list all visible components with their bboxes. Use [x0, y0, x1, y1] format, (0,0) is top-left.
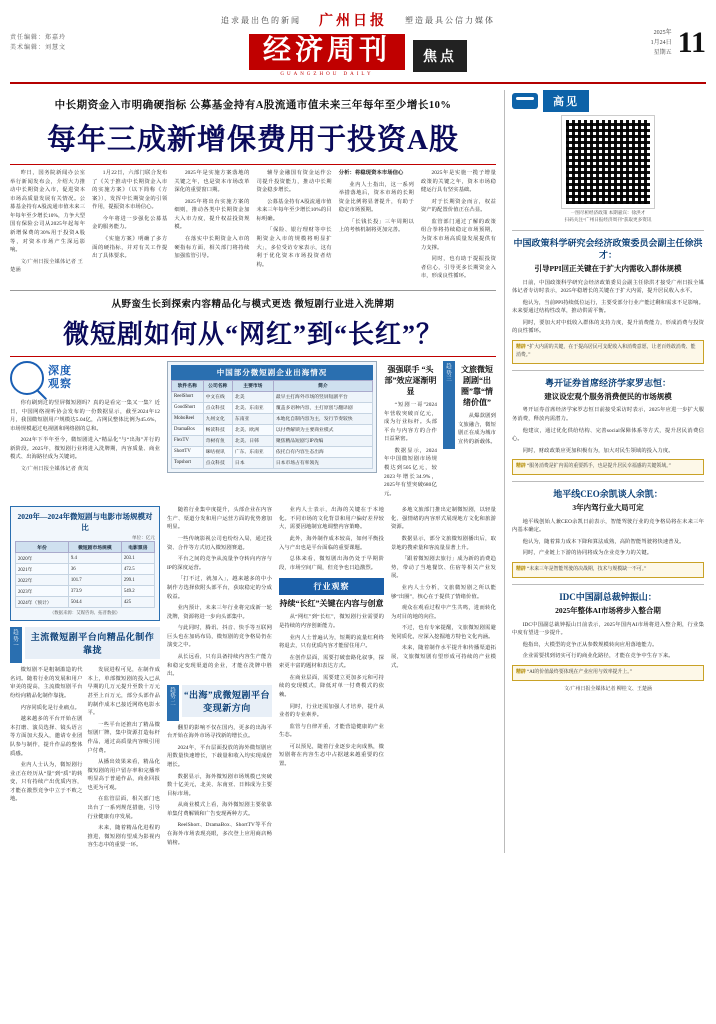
cell: 101.7 — [68, 575, 121, 586]
magnifier-icon — [10, 361, 44, 395]
paragraph: 在监管层面，相关部门也出台了一系列规范措施，引导行业健康有序发展。 — [87, 796, 160, 820]
cell: 奇树有鱼 — [203, 435, 232, 446]
expert-title: 地平线CEO余凯谈人余凯： — [553, 489, 663, 500]
chart-title: 2020年—2024年微短剧与电影市场规模对比 — [17, 512, 153, 533]
table-row — [172, 435, 373, 446]
masthead — [10, 6, 706, 84]
paragraph: 一些传统影视公司也纷纷入局，通过投资、合作等方式切入微短剧赛道。 — [167, 536, 272, 551]
section-microdrama — [10, 290, 496, 853]
quote-tag: 精辟 — [516, 345, 526, 351]
cell: 日本 — [232, 457, 273, 468]
quote-text: “未来三年是智能驾驶的决战期，技术与规模缺一不可。” — [527, 567, 647, 573]
cell: 299.1 — [121, 575, 154, 586]
chart-unit: 单位：亿元 — [132, 535, 155, 541]
sec2-right-articles — [384, 361, 496, 501]
paragraph: 同时，也有助于提振投资者信心，引导更多长期资金入市，形成良性循环。 — [420, 256, 497, 280]
paragraph: 日前，中国政策科学研究会经济政策委员会副主任徐洪才接受广州日报全媒体记者专访时表示，2025年稳增长的关键在于扩大内需，提升居民收入水平。 — [512, 279, 704, 295]
col-header: 简介 — [273, 380, 372, 391]
gaojian-label: 高见 — [543, 90, 589, 112]
quote-tag: 精辟 — [516, 567, 526, 573]
table-row — [172, 402, 373, 413]
expert-subtitle: 引导PPI回正关键在于扩大内需收入群体规模 — [534, 264, 682, 274]
cell: 36 — [68, 564, 121, 575]
cell: 549.2 — [121, 586, 154, 597]
paragraph: 你有刷到过的竖屏微短剧吗？真的是看完一集又一集？近日，中国网络视听协会发布的一份数据显示，截至2024年12月，我国微短剧用户规模达5.04亿，占网民整体比例为45.6%，市场规模超过电视剧和网络剧的总和。 — [10, 399, 160, 432]
cell: DramaBox — [172, 424, 204, 435]
cell: 覆盖多语种内容，主打原创与翻译剧 — [273, 402, 372, 413]
divider — [512, 370, 704, 371]
rail-item-2 — [512, 377, 704, 475]
paragraph: 从“网红”到“长红”，微短剧行业需要的是持续的内容创新能力。 — [279, 614, 384, 629]
chart-row — [16, 575, 155, 586]
paragraph: 2025年是实施方案落地的关键之年，也是资本市场改革深化的重要窗口期。 — [174, 170, 250, 194]
cell: ReelShort — [172, 391, 204, 402]
article-a3-body — [167, 506, 272, 853]
paragraph: 监管与自律并重，才能营造健康的产业生态。 — [279, 723, 384, 739]
date-week: 星期五 — [653, 50, 672, 57]
date-year: 2025年 — [653, 30, 672, 36]
subhead: 分析：将稳现资本市场信心 — [338, 170, 404, 176]
slogan-right: 塑造最具公信力媒体 — [405, 15, 495, 25]
paragraph: 业内预计，未来三年行业将完成新一轮洗牌，资源将进一步向头部集中。 — [167, 605, 272, 620]
paragraph: 同时，产业链上下游的协同将成为企业竞争力的关键。 — [522, 550, 653, 557]
paragraph: IDC中国副总裁钟振山日前表示，2025年国内AI市场将进入整合期，行业集中度有望进一步提升。 — [512, 621, 704, 637]
lead-story — [10, 97, 496, 284]
paragraph: 「长钱长投」三年周期以上的考核机制将更加完善。 — [338, 218, 414, 234]
col-header: 电影票房 — [121, 542, 154, 553]
paragraph: 多地文旅部门推出定制微短剧，以轻量化、强情绪的内容形式展现地方文化和旅游资源。 — [391, 507, 496, 531]
byline: 文/广州日报全媒体记者 黄岚 — [20, 465, 89, 472]
article-a4-head — [443, 361, 496, 501]
cell: 中文在线 — [203, 391, 232, 402]
quote-box — [512, 665, 704, 681]
paragraph: 「打不过，就加入」，越来越多的中小制作方选择依附头部平台，获取稳定的分成收益。 — [167, 576, 272, 600]
table-row — [172, 446, 373, 457]
cell: 日本市场占有率领先 — [273, 457, 372, 468]
chart-and-a1 — [10, 506, 160, 853]
paragraph: 从长远看，只有具备持续内容生产能力和稳定变现渠道的企业，才能在洗牌中胜出。 — [167, 653, 272, 678]
cell: MoboReel — [172, 413, 204, 424]
paragraph: 监管部门通过了解的政策组合拳将持续稳定市场预期，为资本市场高质量发展提供有力支撑。 — [420, 218, 497, 251]
paragraph: 「跟着微短剧去旅行」成为新的消费趋势，带动了当地餐饮、住宿等相关产业发展。 — [391, 556, 496, 580]
masthead-top — [10, 6, 706, 30]
paragraph: 《实施方案》明确了多方面的硬指标，并对有关工作提出了具体要求。 — [92, 236, 168, 260]
cell: 以付费解锁为主要商业模式 — [273, 424, 372, 435]
cell: 本地化自制内容为主，发行节奏较快 — [273, 413, 372, 424]
paragraph: 在落实中长期资金入市的硬指标方面，相关部门将持续加强监管引导。 — [174, 236, 250, 260]
cell: FlexTV — [172, 435, 204, 446]
paragraph: 2024年下半年至今，微短剧进入“精品化”与“出海”并行的新阶段。2025年，微短剧行业将进入洗牌期，内容质量、商业模式、出海路径成为关键词。 — [10, 437, 160, 461]
gaojian-header — [512, 90, 704, 112]
paragraph: 业内人士普遍认为，短期的流量红利终将退去，只有优质内容才能留住用户。 — [279, 634, 384, 650]
page-number: 11 — [677, 26, 706, 59]
table-row — [172, 424, 373, 435]
lead-col-3 — [174, 169, 249, 284]
export-table-block — [167, 361, 377, 501]
chart-header-row — [16, 542, 155, 553]
depth-badge — [10, 361, 160, 395]
sec2-shoulder: 从野蛮生长到探索内容精品化与模式更迭 微短剧行业进入洗牌期 — [111, 299, 395, 310]
expert-subtitle: 3年内驾行业大局可定 — [572, 503, 644, 513]
cell: 2020年 — [16, 553, 69, 564]
paragraph: 业内人士指出，这一系列举措落地后，资本市场的长期资金比例将显著提升，有助于稳定市场预期。 — [338, 181, 414, 214]
article-title: 文旅微短剧剧“出圈”靠“情绪价值” — [461, 364, 493, 407]
quote-tag: 精辟 — [516, 464, 526, 470]
article-a4-body — [391, 506, 496, 853]
qr-code[interactable] — [562, 116, 654, 208]
qr-caption: 一图尽析经济政策 本期嘉宾：徐洪才 扫码关注“广州日报经济周刊”获取更多资讯 — [564, 210, 652, 222]
lead-col-5 — [339, 169, 414, 284]
cell: 425 — [121, 597, 154, 608]
paragraph: 发展进程可见，在制作成本上，单部微短剧的投入已从早期的几万元提升至数十万元甚至上百万元，部分头部作品的制作成本已接近网络电影水平。 — [87, 667, 160, 717]
quote-text: “AI的价值最终要体现在产业应用与效率提升上。” — [527, 669, 632, 675]
article-title: 持续“长红”关键在内容与创意 — [279, 599, 384, 609]
paragraph: 他认为，当前PPI持续低位运行，主要受部分行业产能过剩和需求不足影响。未来要通过结构性改革，推动供需平衡。 — [512, 299, 704, 315]
paragraph: 2024年，平台层面投放的海外微短剧应用数量快速增长，下载量和收入均实现成倍增长。 — [167, 744, 272, 769]
cell: 373.9 — [68, 586, 121, 597]
industry-observe-banner: 行业观察 — [279, 578, 384, 595]
cell: 北美 — [232, 391, 273, 402]
quote-box — [512, 562, 704, 578]
quote-box — [512, 459, 704, 475]
paragraph: 业内人士认为，微短剧行业正在经历从“量”到“质”的转变，只有持续产出优质内容，才能在激烈竞争中立于不败之地。 — [10, 762, 83, 803]
export-table — [171, 380, 373, 469]
paragraph: 业内人士表示，出海的关键在于本地化。不同市场的文化背景和用户偏好差异较大，需要因地制宜地调整内容策略。 — [279, 507, 384, 531]
paragraph: 同时，行业还需加强人才培养，提升从业者的专业素养。 — [279, 703, 384, 719]
paragraph: 同时，财政政策应更加积极有为，加大对民生领域的投入力度。 — [522, 447, 674, 454]
col-header: 主要市场 — [232, 380, 273, 391]
divider — [512, 230, 704, 231]
lead-col-4 — [257, 169, 332, 284]
paragraph: 数据显示，海外微短剧市场规模已突破数十亿美元，北美、东南亚、日韩成为主要目标市场。 — [167, 773, 272, 797]
cell: 咪咕视讯 — [203, 446, 232, 457]
table-title: 中国部分微短剧企业出海情况 — [171, 365, 373, 380]
paragraph: 在商业层面，需要建立更加多元和可持续的变现模式，降低对单一付费模式的依赖。 — [279, 674, 384, 698]
paper-name: 广州日报 — [319, 14, 387, 29]
paragraph: 微短剧不是粗制滥造的代名词。随着行业的发展和用户审美的提高，主流微短剧平台纷纷向精品化制作靠拢。 — [10, 667, 83, 700]
paragraph: 「保险、银行理财等中长期资金入市的规模将明显扩大」，多位受访专家表示，这有利于优化资本市场投资者结构。 — [256, 227, 332, 268]
expert-subtitle: 2025年整体AI市场将步入整合期 — [555, 606, 661, 616]
megaphone-icon — [512, 93, 538, 109]
cell: 北美、东南亚 — [232, 402, 273, 413]
trend-tag: 趋势三 — [443, 361, 455, 449]
cell: 东南亚 — [232, 413, 273, 424]
table-row — [172, 391, 373, 402]
paragraph: 平台之间的竞争从流量争夺转向内容与IP的深度运营。 — [167, 556, 272, 571]
cell: 2022年 — [16, 575, 69, 586]
article-a2-body — [279, 506, 384, 853]
cell: 北美、日韩 — [232, 435, 273, 446]
date-md: 1月24日 — [650, 40, 672, 47]
paragraph: 观众在观看过程中产生共鸣，进而转化为对目的地的向往。 — [391, 605, 496, 620]
paragraph: 1月22日，六部门联合发布了《关于推动中长期资金入市的实施方案》（以下简称《方案》），发挥中长期资金的引领作用，提振资本市场信心。 — [92, 170, 168, 211]
depth-label-1: 深度 — [48, 365, 72, 378]
col-header: 年份 — [16, 542, 69, 553]
cell: 北美、欧洲 — [232, 424, 273, 435]
col-header: 软件名称 — [172, 380, 204, 391]
section-title-block — [10, 34, 706, 77]
paragraph: 企业需要找到切实可行的商业化路径，才能在竞争中生存下来。 — [522, 653, 674, 660]
lead-columns — [10, 169, 496, 284]
chart-row — [16, 564, 155, 575]
sec2-intro — [10, 399, 160, 474]
article-title: “出海”成微短剧平台变现新方向 — [182, 685, 272, 717]
cell: 广东、东南亚 — [232, 446, 273, 457]
cell: Topshort — [172, 457, 204, 468]
chart-row — [16, 586, 155, 597]
expert-title: 粤开证券首席经济学家罗志恒： — [544, 377, 671, 388]
article-a3 — [384, 361, 437, 501]
quote-box — [512, 340, 704, 364]
trend-tag: 趋势一 — [10, 627, 22, 663]
divider — [512, 584, 704, 585]
paragraph: 未来，随着制作水平提升和传播渠道拓展，文旅微短剧有望形成可持续的产业模式。 — [391, 645, 496, 669]
paragraph: 昨日，国务院新闻办公室举行新闻发布会，介绍大力推动中长期资金入市，促进资本市场高质量发展有关情况。公募基金持有A股流通市值未来三年每年至少增长10%，力争大型国有保险公司从2025年起每年新增保费的30%用于投资A股等，对资本市场产生深远影响。 — [10, 170, 86, 254]
expert-title: IDC中国副总裁钟振山： — [559, 591, 657, 602]
paragraph: 在创作层面，需要打破套路化叙事，探索更丰富的题材和表达方式。 — [279, 654, 384, 670]
cell: 依托自有内容生态出海 — [273, 446, 372, 457]
byline: 文/广州日报全媒体记者 王楚涵 — [10, 258, 83, 274]
chart-row — [16, 553, 155, 564]
cell: 203.1 — [121, 553, 154, 564]
paragraph: 公募基金持有A股流通市值未来三年每年至少增长10%的目标明确。 — [256, 198, 332, 222]
lead-col-1 — [10, 169, 85, 284]
lead-headline: 每年三成新增保费用于投资A股 — [47, 124, 459, 156]
lead-col-6 — [421, 169, 496, 284]
paragraph: 同时，要加大对中低收入群体的支持力度，提升消费能力，形成消费与投资的良性循环。 — [512, 319, 704, 335]
quote-tag: 精辟 — [516, 669, 526, 675]
paragraph: 粤开证券首席经济学家罗志恒日前接受采访时表示，2025年应进一步扩大服务消费，释放内需潜力。 — [512, 407, 704, 422]
paragraph: “短剧一哥”2024年营收突破百亿元，成为行业标杆。头部平台与内容方的合作日益紧密。 — [384, 401, 437, 443]
paragraph: 从爆款剧到文旅融合，微短剧正在成为城市宣传的新载体。 — [458, 412, 496, 445]
expert-subtitle: 建议设宏观个服务消费便民的市场规模 — [544, 391, 672, 401]
expert-title: 中国政策科学研究会经济政策委员会副主任徐洪才： — [513, 237, 703, 260]
focus-badge: 焦点 — [413, 40, 467, 72]
paragraph: 对于长期资金而言，权益资产的配置价值正在凸显。 — [420, 198, 497, 214]
cell: 2021年 — [16, 564, 69, 575]
article-title: 强强联手 “头部”效应逐渐明显 — [384, 364, 437, 396]
depth-label-2: 观察 — [48, 377, 72, 390]
rail-footer: 文/广州日报全媒体记者 柳桂文、王楚涵 — [564, 686, 652, 692]
market-compare-chart — [10, 506, 160, 621]
rail-item-1 — [512, 237, 704, 364]
paragraph: 从播出效果来看，精品化微短剧的用户留存率和完播率明显高于普通作品，商业回报也更为可观。 — [87, 759, 160, 791]
paragraph: 未来，随着精品化进程的推进，微短剧有望成为影视内容生态中的重要一环。 — [87, 825, 160, 849]
article-a2 — [167, 685, 272, 848]
cell: GoodShort — [172, 402, 204, 413]
paragraph: 总体来看，微短剧出海仍处于早期阶段，市场空间广阔，但竞争也日趋激烈。 — [279, 556, 384, 571]
rail-item-3 — [512, 488, 704, 578]
sec2-headline: 微短剧如何从“网红”到“长红”？ — [62, 319, 443, 349]
paragraph: 2025年是实施一揽子增量政策的关键之年，资本市场稳健运行具有坚实基础。 — [420, 170, 497, 194]
paragraph: 地平线创始人兼CEO余凯日前表示，智能驾驶行业的竞争格局将在未来三年内基本确定。 — [512, 518, 704, 534]
date-block — [651, 28, 706, 59]
paragraph: 随着行业集中度提升，头部企业在内容生产、渠道分发和用户运营方面的优势愈加明显。 — [167, 507, 272, 531]
cell: 2023年 — [16, 586, 69, 597]
rail-item-4 — [512, 591, 704, 681]
cell: 聚焦精品短剧与IP改编 — [273, 435, 372, 446]
editor-tags: 责任编辑：郑嘉玲 美术编辑：刘慧文 — [10, 35, 67, 51]
chart-note: （数据来源：艾媒咨询、拓普数据） — [49, 610, 121, 616]
table-row — [172, 413, 373, 424]
col-header: 微短剧市场规模 — [68, 542, 121, 553]
article-a1 — [10, 627, 160, 853]
paragraph: 从商业模式上看，海外微短剧主要依靠单集付费解锁和广告变现两种方式。 — [167, 802, 272, 817]
table-header-row — [172, 380, 373, 391]
paragraph: 他指出，大模型的竞争正从参数规模转向应用落地能力。 — [522, 641, 658, 648]
quote-text: “服务消费是扩内需的重要抓手，也是提升居民幸福感的关键领域。” — [527, 464, 671, 470]
cell: 最早主打海外市场的竖屏短剧平台 — [273, 391, 372, 402]
col-header: 公司名称 — [203, 380, 232, 391]
cell: 九州文化 — [203, 413, 232, 424]
depth-intro-block — [10, 361, 160, 501]
paragraph: 不过，也有专家提醒，文旅微短剧需避免同质化，应深入挖掘地方特色文化内涵。 — [391, 625, 496, 640]
paragraph: 辅导金融国有资金运作公司提升投资能力，推动中长期资金稳步增长。 — [256, 170, 332, 194]
cell: 504.4 — [68, 597, 121, 608]
paragraph: 内容同质化是行业痛点。 — [20, 704, 80, 711]
paragraph: 数据显示，2024年中国微短剧市场规模达到505亿元，较2023年增长34.9%，2025年有望突破680亿元。 — [384, 447, 437, 497]
paragraph: ReelShort、DramaBox、ShortTV等平台在海外市场表现亮眼，多次登上应用商店畅销榜。 — [167, 822, 272, 846]
paragraph: 他建议，通过优化供给结构、完善social保障体系等方式，提升居民消费信心。 — [512, 427, 704, 443]
section-title: 经济周刊 — [249, 34, 405, 70]
trend-tag: 趋势二 — [167, 685, 179, 721]
divider — [10, 164, 496, 165]
main-content — [10, 90, 496, 853]
lead-shoulder: 中长期资金入市明确硬指标 公募基金持有A股流通市值未来三年每年至少增长10% — [54, 100, 452, 111]
chart-row — [16, 597, 155, 608]
divider — [512, 481, 704, 482]
quote-text: “扩大内需的关键，在于提高居民可支配收入和消费意愿，让老百姓敢消费、能消费。” — [516, 345, 696, 358]
paragraph: 可以预见，随着行业逐步走向成熟，微短剧将在内容生态中占据越来越重要的位置。 — [279, 743, 384, 768]
cell: 2024年（预计） — [16, 597, 69, 608]
cell: 点众科技 — [203, 402, 232, 413]
paragraph: 翻里的影响不仅在国内，更多的出海平台开始在海外市场寻找新的增长点。 — [167, 724, 272, 740]
cell: 畅读科技 — [203, 424, 232, 435]
paragraph: 2025年将出台实施方案的细则，推动各类中长期资金加大入市力度，提升权益投资规模。 — [174, 198, 250, 231]
cell: 472.5 — [121, 564, 154, 575]
article-title: 主流微短剧平台向精品化制作靠拢 — [25, 627, 160, 659]
paragraph: 业内人士分析，文旅微短剧之所以能够“出圈”，核心在于提供了情绪价值。 — [391, 584, 496, 600]
cell: 9.4 — [68, 553, 121, 564]
section-pinyin: GUANGZHOU DAILY — [280, 72, 374, 77]
table-row — [172, 457, 373, 468]
divider — [10, 356, 496, 357]
paragraph: 数据显示，部分文旅微短剧播出后，取景地的搜索量和客流量显著上升。 — [391, 536, 496, 551]
cell: ShortTV — [172, 446, 204, 457]
lead-col-2 — [92, 169, 167, 284]
paragraph: 今年将进一步强化公募基金的服务能力。 — [92, 215, 168, 231]
slogan-left: 追求最出色的新闻 — [221, 15, 301, 25]
right-rail — [504, 90, 704, 853]
paragraph: 此外，海外制作成本较高，如何平衡投入与产出也是平台面临的重要课题。 — [279, 536, 384, 551]
paragraph: 他认为，随着算力成本下降和算法成熟，高阶智能驾驶将快速普及。 — [522, 538, 685, 545]
paragraph: 与此同时，腾讯、抖音、快手等互联网巨头也在加码布局，微短剧的竞争格局仍在演变之中。 — [167, 625, 272, 649]
cell: 点众科技 — [203, 457, 232, 468]
paragraph: 越来越多的平台开始在剧本打磨、演员选择、镜头语言等方面加大投入，邀请专业团队参与制作，提升作品的整体质感。 — [10, 716, 83, 757]
paragraph: 一些平台还推出了精品微短剧厂牌，集中资源打造标杆作品，通过高质量内容吸引用户付费。 — [87, 721, 160, 754]
